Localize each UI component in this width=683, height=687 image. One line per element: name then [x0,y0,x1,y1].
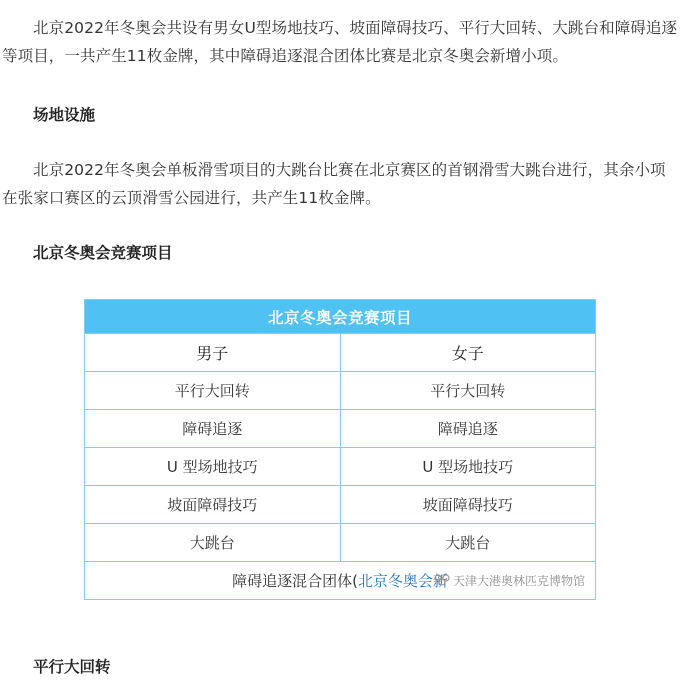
women-event-cell: 平行大回转 [340,372,596,410]
watermark-text: 天津大港奥林匹克博物馆 [452,574,585,588]
table-row [85,448,596,486]
next-section-heading: 平行大回转 [33,658,111,676]
women-event-cell: 障碍追逐 [340,410,596,448]
women-event-cell: 大跳台 [340,524,596,562]
table-row [85,372,596,410]
column-header-men: 男子 [85,334,341,372]
events-heading: 北京冬奥会竞赛项目 [33,244,173,262]
intro-paragraph: 北京2022年冬奥会共设有男女U型场地技巧、坡面障碍技巧、平行大回转、大跳台和障碍追逐等项目，一共产生11枚金牌，其中障碍追逐混合团体比赛是北京冬奥会新增小项。 [2,19,678,65]
table-row [85,486,596,524]
women-event-cell: 坡面障碍技巧 [340,486,596,524]
venue-paragraph: 北京2022年冬奥会单板滑雪项目的大跳台比赛在北京赛区的首钢滑雪大跳台进行，其余小项在张家口赛区的云顶滑雪公园进行，共产生11枚金牌。 [2,161,666,207]
men-event-cell: U 型场地技巧 [85,448,341,486]
men-event-cell: 坡面障碍技巧 [85,486,341,524]
events-table [84,299,596,600]
table-title: 北京冬奥会竞赛项目 [85,300,596,334]
mixed-team-footnote [85,562,596,600]
footnote-text: 障碍追逐混合团体( [232,572,358,590]
olympic-rings-icon [434,573,450,587]
men-event-cell: 大跳台 [85,524,341,562]
table-row [85,524,596,562]
men-event-cell: 障碍追逐 [85,410,341,448]
watermark [434,572,585,589]
table-row [85,410,596,448]
venue-heading: 场地设施 [33,106,96,124]
column-header-women: 女子 [340,334,596,372]
women-event-cell: U 型场地技巧 [340,448,596,486]
men-event-cell: 平行大回转 [85,372,341,410]
footnote-link[interactable]: 北京冬奥会新 [357,572,448,590]
